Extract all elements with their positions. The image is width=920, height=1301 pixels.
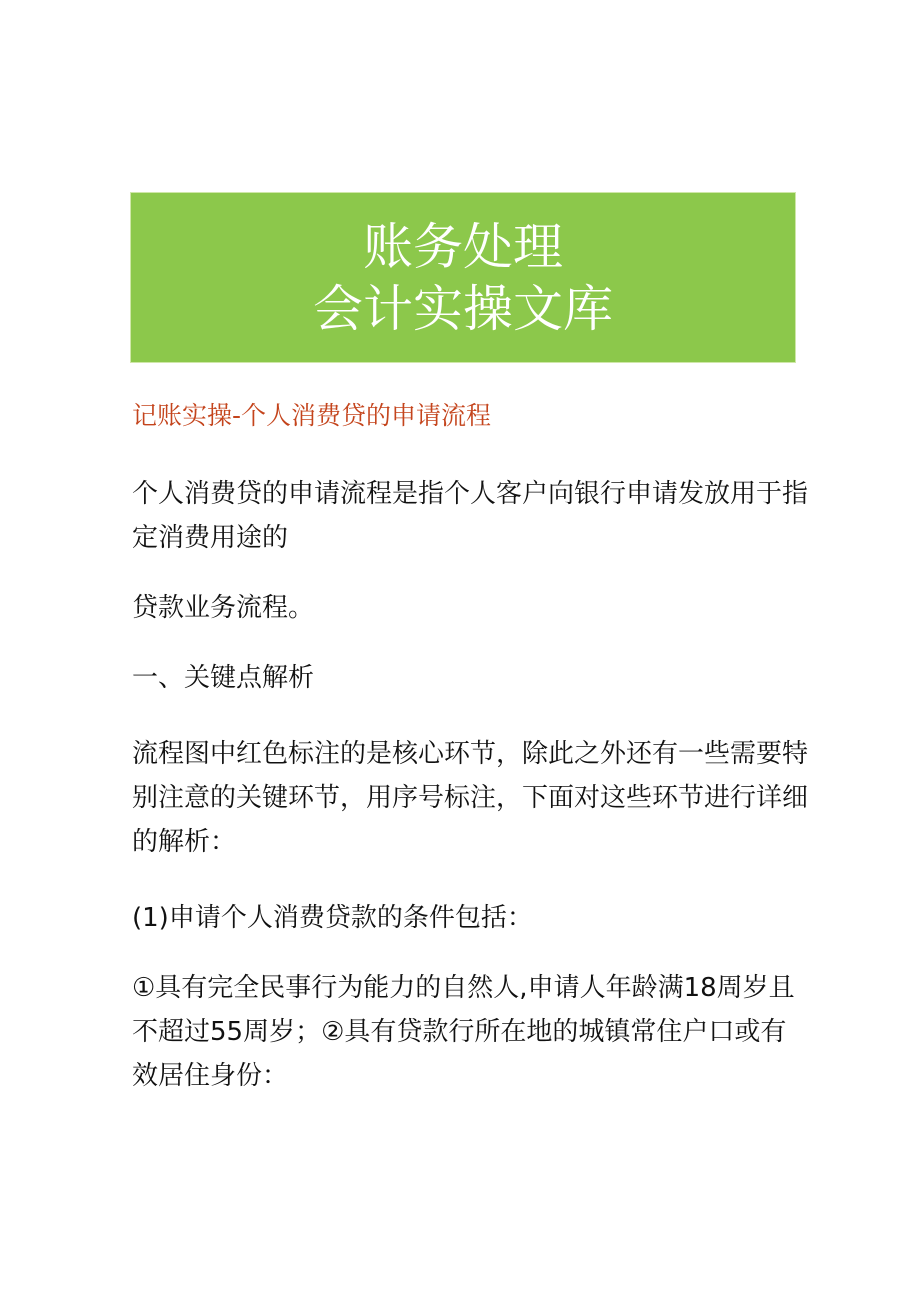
title-banner (130, 192, 796, 363)
paragraph-flowchart-explanation: 流程图中红色标注的是核心环节，除此之外还有一些需要特别注意的关键环节，用序号标注，下面对这些环节进行详细的解析： (132, 739, 809, 857)
paragraph-loan-conditions: ①具有完全民事行为能力的自然人,申请人年龄满18周岁且不超过55周岁；②具有贷款行所在地的城镇常住户口或有效居住身份： (132, 973, 795, 1091)
banner-title-line-1: 账务处理 (363, 217, 563, 276)
document-heading: 记账实操-个人消费贷的申请流程 (132, 401, 492, 430)
banner-title-line-2: 会计实操文库 (313, 279, 613, 338)
paragraph-intro-continued: 贷款业务流程。 (132, 593, 315, 623)
section-heading-key-points: 一、关键点解析 (132, 663, 315, 693)
paragraph-loan-conditions-title: (1)申请个人消费贷款的条件包括： (132, 903, 533, 933)
paragraph-intro: 个人消费贷的申请流程是指个人客户向银行申请发放用于指定消费用途的 (132, 479, 809, 553)
